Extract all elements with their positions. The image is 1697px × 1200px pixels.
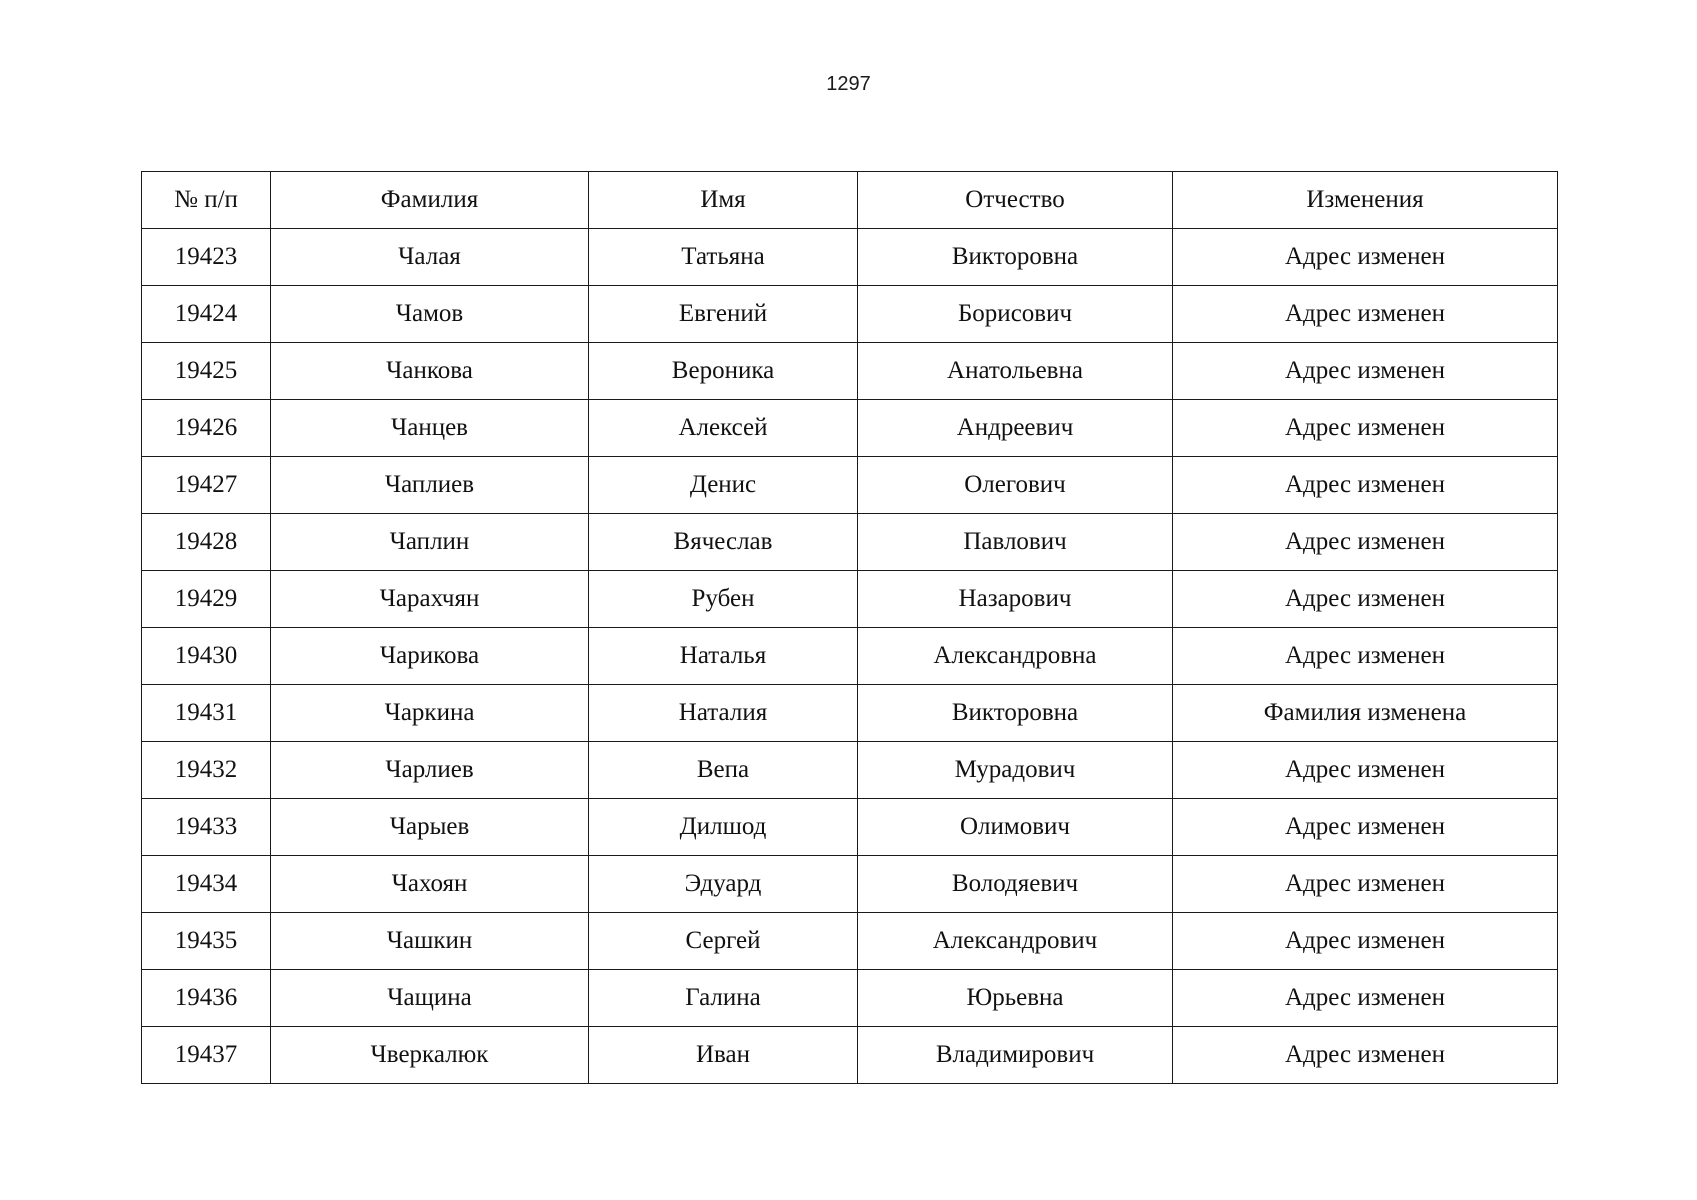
cell-changes: Адрес изменен bbox=[1173, 400, 1558, 457]
cell-num: 19430 bbox=[142, 628, 271, 685]
cell-num: 19424 bbox=[142, 286, 271, 343]
cell-patronymic: Юрьевна bbox=[858, 970, 1173, 1027]
cell-first-name: Дилшод bbox=[589, 799, 858, 856]
cell-last-name: Чанкова bbox=[271, 343, 589, 400]
table-row bbox=[142, 400, 1558, 457]
cell-first-name: Сергей bbox=[589, 913, 858, 970]
table-row bbox=[142, 457, 1558, 514]
cell-first-name: Вероника bbox=[589, 343, 858, 400]
cell-patronymic: Володяевич bbox=[858, 856, 1173, 913]
cell-changes: Фамилия изменена bbox=[1173, 685, 1558, 742]
cell-first-name: Алексей bbox=[589, 400, 858, 457]
cell-last-name: Чаплин bbox=[271, 514, 589, 571]
cell-last-name: Чаркина bbox=[271, 685, 589, 742]
table-row bbox=[142, 571, 1558, 628]
table-row bbox=[142, 685, 1558, 742]
cell-patronymic: Борисович bbox=[858, 286, 1173, 343]
header-last-name: Фамилия bbox=[271, 172, 589, 229]
cell-patronymic: Александровна bbox=[858, 628, 1173, 685]
cell-changes: Адрес изменен bbox=[1173, 799, 1558, 856]
cell-last-name: Чащина bbox=[271, 970, 589, 1027]
cell-changes: Адрес изменен bbox=[1173, 856, 1558, 913]
cell-patronymic: Александрович bbox=[858, 913, 1173, 970]
cell-changes: Адрес изменен bbox=[1173, 1027, 1558, 1084]
cell-last-name: Чаплиев bbox=[271, 457, 589, 514]
cell-patronymic: Олимович bbox=[858, 799, 1173, 856]
table-row bbox=[142, 799, 1558, 856]
table-body bbox=[142, 229, 1558, 1084]
table-row bbox=[142, 514, 1558, 571]
cell-first-name: Денис bbox=[589, 457, 858, 514]
cell-first-name: Эдуард bbox=[589, 856, 858, 913]
table-row bbox=[142, 229, 1558, 286]
table-row bbox=[142, 286, 1558, 343]
table-row bbox=[142, 742, 1558, 799]
cell-num: 19435 bbox=[142, 913, 271, 970]
cell-first-name: Наталия bbox=[589, 685, 858, 742]
cell-first-name: Вепа bbox=[589, 742, 858, 799]
cell-last-name: Чалая bbox=[271, 229, 589, 286]
cell-last-name: Чашкин bbox=[271, 913, 589, 970]
cell-patronymic: Анатольевна bbox=[858, 343, 1173, 400]
cell-patronymic: Назарович bbox=[858, 571, 1173, 628]
cell-num: 19427 bbox=[142, 457, 271, 514]
cell-changes: Адрес изменен bbox=[1173, 571, 1558, 628]
cell-changes: Адрес изменен bbox=[1173, 457, 1558, 514]
cell-last-name: Чверкалюк bbox=[271, 1027, 589, 1084]
cell-last-name: Чарахчян bbox=[271, 571, 589, 628]
cell-first-name: Наталья bbox=[589, 628, 858, 685]
cell-changes: Адрес изменен bbox=[1173, 628, 1558, 685]
cell-changes: Адрес изменен bbox=[1173, 970, 1558, 1027]
cell-patronymic: Олегович bbox=[858, 457, 1173, 514]
cell-num: 19423 bbox=[142, 229, 271, 286]
header-changes: Изменения bbox=[1173, 172, 1558, 229]
page-number: 1297 bbox=[826, 73, 871, 95]
table-row bbox=[142, 1027, 1558, 1084]
cell-num: 19426 bbox=[142, 400, 271, 457]
cell-last-name: Чанцев bbox=[271, 400, 589, 457]
cell-num: 19433 bbox=[142, 799, 271, 856]
header-patronymic: Отчество bbox=[858, 172, 1173, 229]
registry-table bbox=[141, 171, 1558, 1084]
cell-num: 19436 bbox=[142, 970, 271, 1027]
cell-last-name: Чамов bbox=[271, 286, 589, 343]
table-row bbox=[142, 970, 1558, 1027]
cell-changes: Адрес изменен bbox=[1173, 229, 1558, 286]
cell-num: 19428 bbox=[142, 514, 271, 571]
cell-patronymic: Викторовна bbox=[858, 229, 1173, 286]
cell-first-name: Рубен bbox=[589, 571, 858, 628]
cell-last-name: Чарыев bbox=[271, 799, 589, 856]
cell-num: 19431 bbox=[142, 685, 271, 742]
cell-patronymic: Павлович bbox=[858, 514, 1173, 571]
table-header bbox=[142, 172, 1558, 229]
cell-first-name: Татьяна bbox=[589, 229, 858, 286]
cell-num: 19425 bbox=[142, 343, 271, 400]
cell-num: 19434 bbox=[142, 856, 271, 913]
cell-first-name: Вячеслав bbox=[589, 514, 858, 571]
cell-last-name: Чарлиев bbox=[271, 742, 589, 799]
cell-last-name: Чахоян bbox=[271, 856, 589, 913]
table-row bbox=[142, 913, 1558, 970]
header-row bbox=[142, 172, 1558, 229]
cell-changes: Адрес изменен bbox=[1173, 514, 1558, 571]
cell-patronymic: Владимирович bbox=[858, 1027, 1173, 1084]
cell-first-name: Галина bbox=[589, 970, 858, 1027]
header-num: № п/п bbox=[142, 172, 271, 229]
header-first-name: Имя bbox=[589, 172, 858, 229]
cell-changes: Адрес изменен bbox=[1173, 343, 1558, 400]
cell-first-name: Иван bbox=[589, 1027, 858, 1084]
cell-changes: Адрес изменен bbox=[1173, 286, 1558, 343]
table-row bbox=[142, 343, 1558, 400]
cell-num: 19432 bbox=[142, 742, 271, 799]
cell-first-name: Евгений bbox=[589, 286, 858, 343]
cell-patronymic: Викторовна bbox=[858, 685, 1173, 742]
cell-changes: Адрес изменен bbox=[1173, 742, 1558, 799]
table-row bbox=[142, 628, 1558, 685]
cell-num: 19437 bbox=[142, 1027, 271, 1084]
cell-patronymic: Андреевич bbox=[858, 400, 1173, 457]
cell-patronymic: Мурадович bbox=[858, 742, 1173, 799]
cell-last-name: Чарикова bbox=[271, 628, 589, 685]
cell-num: 19429 bbox=[142, 571, 271, 628]
cell-changes: Адрес изменен bbox=[1173, 913, 1558, 970]
table-row bbox=[142, 856, 1558, 913]
